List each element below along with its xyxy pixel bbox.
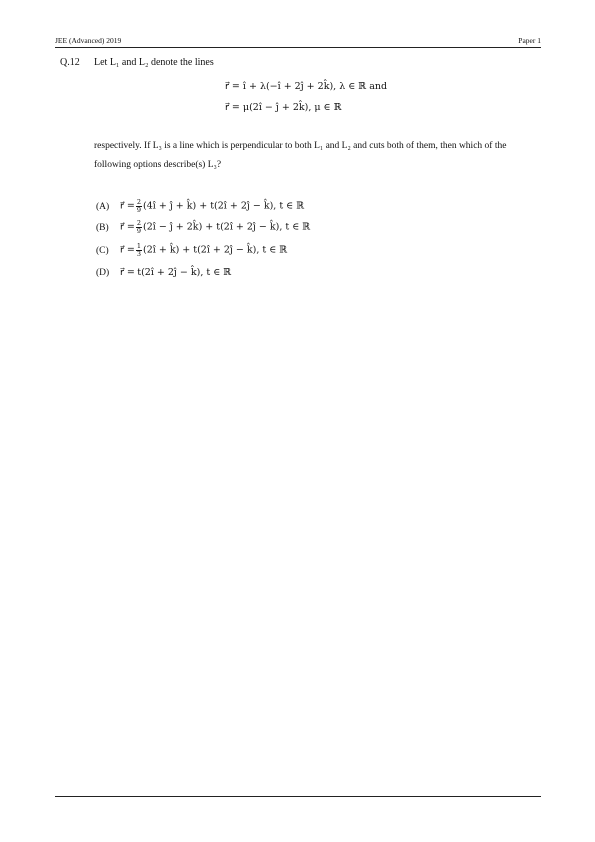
option-b[interactable] — [96, 220, 310, 235]
option-d[interactable] — [96, 267, 231, 278]
exam-title: JEE (Advanced) 2019 — [55, 36, 122, 45]
option-label: (D) — [96, 268, 110, 278]
option-expression: t(2î + 2ĵ − k̂), t ∈ ℝ — [137, 267, 232, 278]
option-a[interactable] — [96, 199, 304, 214]
option-c[interactable] — [96, 243, 287, 258]
paper-number: Paper 1 — [518, 36, 541, 45]
header-divider — [55, 47, 541, 48]
option-prefix: r⃗ = — [120, 200, 135, 212]
option-fraction: $\frac{2}{9}$ — [136, 219, 142, 235]
question-number: Q.12 — [60, 57, 80, 68]
option-expression: (4î + ĵ + k̂) + t(2î + 2ĵ − k̂), t ∈ ℝ — [143, 200, 305, 212]
option-prefix: r⃗ = — [120, 244, 135, 256]
option-label: (A) — [96, 201, 110, 212]
line-l2-equation: r⃗ = μ(2î − ĵ + 2k̂), μ ∈ ℝ — [225, 102, 342, 113]
option-label: (C) — [96, 245, 109, 256]
option-fraction: $\frac{1}{3}$ — [136, 242, 142, 258]
footer-divider — [55, 796, 541, 797]
option-fraction: $\frac{2}{9}$ — [136, 198, 142, 214]
option-label: (B) — [96, 222, 109, 233]
question-intro: Let L₁ and L₂ denote the lines — [94, 57, 214, 68]
option-prefix: r⃗ = — [120, 267, 135, 278]
option-expression: (2î + k̂) + t(2î + 2ĵ − k̂), t ∈ ℝ — [143, 244, 288, 256]
option-prefix: r⃗ = — [120, 221, 135, 233]
option-expression: (2î − ĵ + 2k̂) + t(2î + 2ĵ − k̂), t ∈ ℝ — [143, 221, 311, 233]
question-body: respectively. If L₃ is a line which is perpendicular to both L₁ and L₂ and cuts both of them, then which of the following options describe(s) L₃? — [94, 141, 507, 170]
line-l1-equation: r⃗ = î + λ(−î + 2ĵ + 2k̂), λ ∈ ℝ and — [225, 81, 388, 92]
